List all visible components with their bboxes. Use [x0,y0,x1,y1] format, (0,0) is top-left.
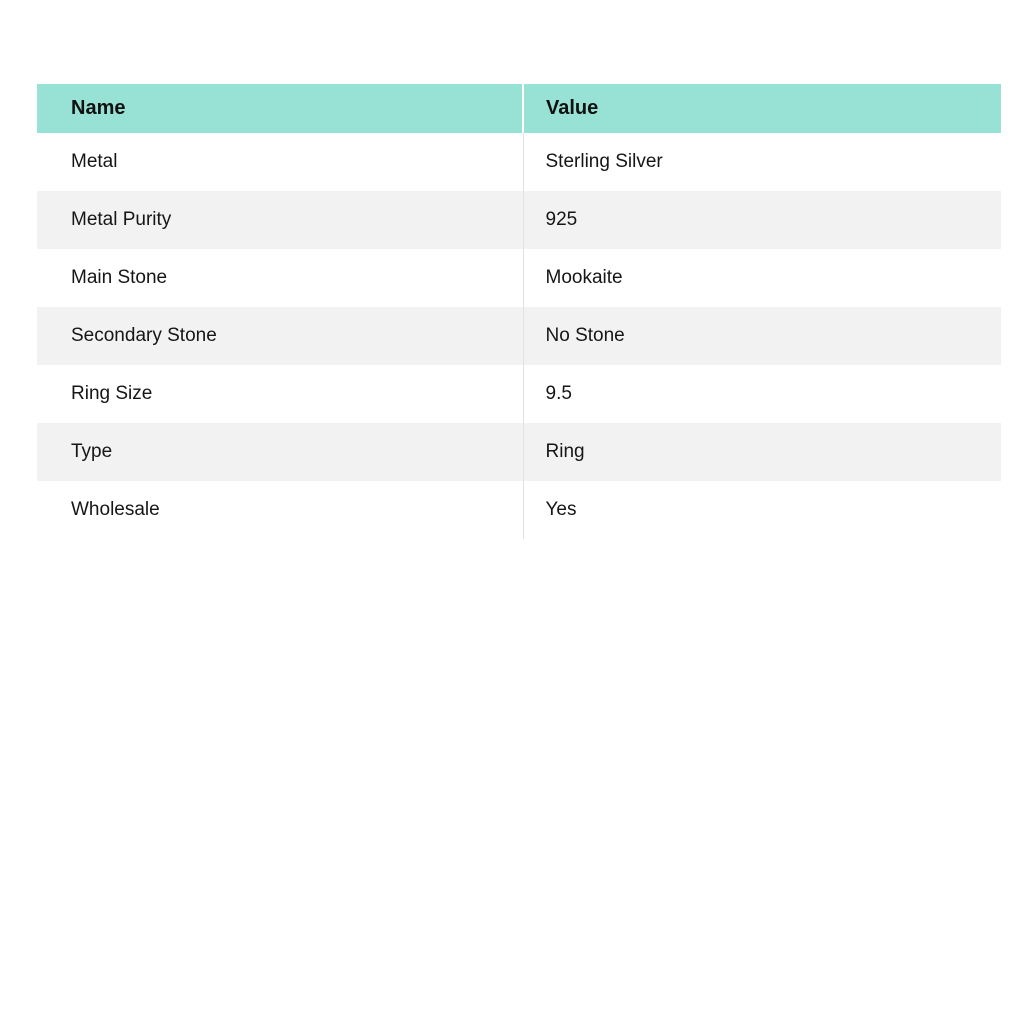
attribute-name: Main Stone [37,249,523,307]
attribute-value: Sterling Silver [523,133,1001,191]
attribute-name: Metal Purity [37,191,523,249]
column-header-name: Name [37,84,523,133]
attribute-name: Wholesale [37,481,523,539]
table-row [37,423,1001,481]
attribute-value: 9.5 [523,365,1001,423]
attribute-value: Mookaite [523,249,1001,307]
table-row [37,249,1001,307]
table-row [37,481,1001,539]
attribute-name: Ring Size [37,365,523,423]
table-header-row [37,84,1001,133]
table-row [37,191,1001,249]
attribute-value: Ring [523,423,1001,481]
attribute-value: 925 [523,191,1001,249]
attribute-value: Yes [523,481,1001,539]
table-row [37,133,1001,191]
table-row [37,307,1001,365]
attribute-name: Secondary Stone [37,307,523,365]
attribute-value: No Stone [523,307,1001,365]
product-attributes-table [37,84,1001,539]
attribute-name: Metal [37,133,523,191]
attribute-name: Type [37,423,523,481]
column-header-value: Value [523,84,1001,133]
table-row [37,365,1001,423]
